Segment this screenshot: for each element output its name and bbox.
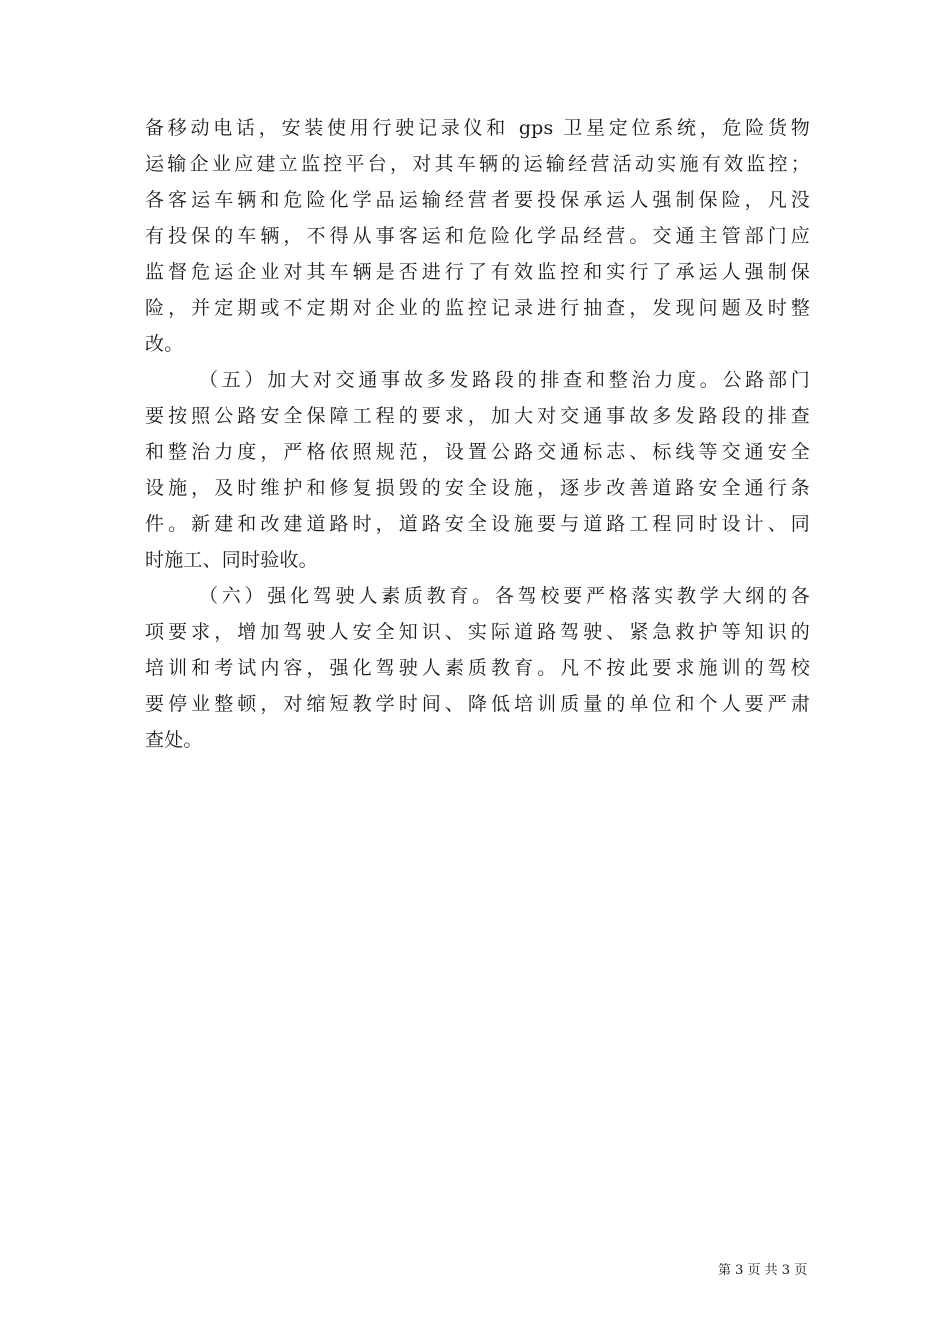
text-line: 各客运车辆和危险化学品运输经营者要投保承运人强制保险，凡没 — [145, 189, 810, 211]
text-line: 备移动电话，安装使用行驶记录仪和 gps 卫星定位系统，危险货物 — [145, 117, 810, 139]
text-line: 培训和考试内容，强化驾驶人素质教育。凡不按此要求施训的驾校 — [145, 657, 810, 679]
paragraph-section-six — [145, 578, 810, 758]
text-line: 要按照公路安全保障工程的要求，加大对交通事故多发路段的排查 — [145, 405, 810, 427]
text-line: 有投保的车辆，不得从事客运和危险化学品经营。交通主管部门应 — [145, 225, 810, 247]
paragraph-monitoring — [145, 110, 810, 362]
text-line: 查处。 — [145, 729, 203, 751]
page-number-footer: 第 3 页 共 3 页 — [718, 1263, 808, 1278]
text-line: 和整治力度，严格依照规范，设置公路交通标志、标线等交通安全 — [145, 441, 810, 463]
text-line: （五）加大对交通事故多发路段的排查和整治力度。公路部门 — [199, 369, 810, 391]
paragraph-section-five — [145, 362, 810, 578]
text-line: 险，并定期或不定期对企业的监控记录进行抽查，发现问题及时整 — [145, 297, 810, 319]
text-line: 运输企业应建立监控平台，对其车辆的运输经营活动实施有效监控； — [145, 153, 810, 175]
text-line: 设施，及时维护和修复损毁的安全设施，逐步改善道路安全通行条 — [145, 477, 810, 499]
document-body — [145, 110, 810, 758]
text-line: 项要求，增加驾驶人安全知识、实际道路驾驶、紧急救护等知识的 — [145, 621, 810, 643]
text-line: 改。 — [145, 333, 184, 355]
text-line: 监督危运企业对其车辆是否进行了有效监控和实行了承运人强制保 — [145, 261, 810, 283]
text-line: 件。新建和改建道路时，道路安全设施要与道路工程同时设计、同 — [145, 513, 810, 535]
text-line: （六）强化驾驶人素质教育。各驾校要严格落实教学大纲的各 — [199, 585, 810, 607]
text-line: 时施工、同时验收。 — [145, 549, 318, 571]
text-line: 要停业整顿，对缩短教学时间、降低培训质量的单位和个人要严肃 — [145, 693, 810, 715]
